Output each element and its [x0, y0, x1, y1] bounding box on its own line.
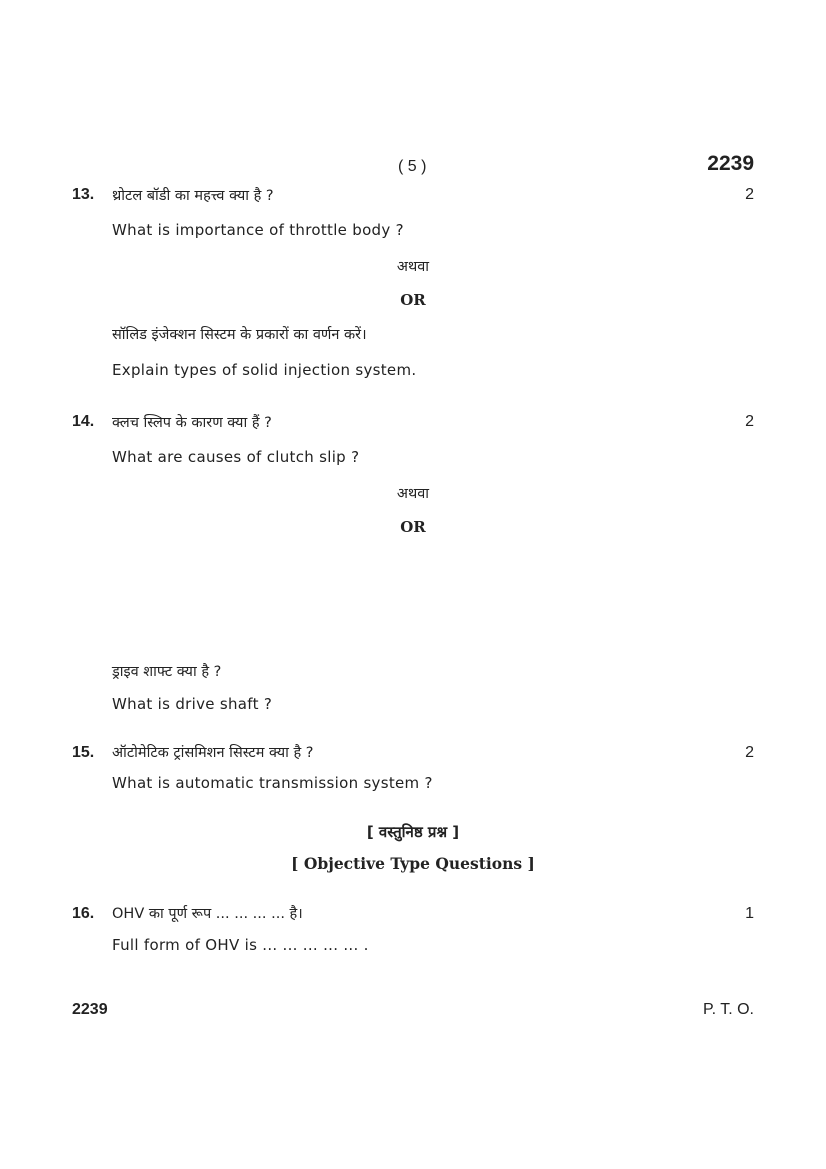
- question-13-hindi: थ्रोटल बॉडी का महत्त्व क्या है ?: [112, 188, 274, 204]
- question-14-or-english: OR: [400, 518, 426, 536]
- question-15-number: 15.: [72, 744, 95, 761]
- pto-label: P. T. O.: [703, 1001, 754, 1018]
- section-heading-english: [ Objective Type Questions ]: [291, 854, 535, 873]
- question-14-number: 14.: [72, 413, 95, 430]
- question-14-or-hindi: अथवा: [396, 486, 430, 502]
- question-14-english: What are causes of clutch slip ?: [112, 448, 360, 466]
- question-15-hindi: ऑटोमेटिक ट्रांसमिशन सिस्टम क्या है ?: [112, 745, 314, 761]
- question-14-marks: 2: [745, 413, 754, 430]
- question-16-number: 16.: [72, 905, 95, 922]
- paper-code-footer: 2239: [72, 1001, 108, 1018]
- question-13-alt-english: Explain types of solid injection system.: [112, 361, 417, 379]
- page-number: ( 5 ): [398, 158, 427, 175]
- question-16-marks: 1: [745, 905, 754, 922]
- paper-code-header: 2239: [707, 152, 754, 175]
- question-14-alt-hindi: ड्राइव शाफ्ट क्या है ?: [112, 664, 222, 680]
- question-14-alt-english: What is drive shaft ?: [112, 695, 273, 713]
- question-13-or-english: OR: [400, 291, 426, 309]
- question-15-marks: 2: [745, 744, 754, 761]
- question-14-hindi: क्लच स्लिप के कारण क्या हैं ?: [112, 415, 272, 431]
- question-13-number: 13.: [72, 186, 95, 203]
- question-13-alt-hindi: सॉलिड इंजेक्शन सिस्टम के प्रकारों का वर्णन करें।: [112, 327, 367, 343]
- question-16-english: Full form of OHV is ... ... ... ... ... .: [112, 936, 369, 954]
- question-13-or-hindi: अथवा: [396, 259, 430, 275]
- question-13-english: What is importance of throttle body ?: [112, 221, 404, 239]
- section-heading-hindi: [ वस्तुनिष्ठ प्रश्न ]: [366, 823, 460, 841]
- question-15-english: What is automatic transmission system ?: [112, 774, 433, 792]
- question-16-hindi: OHV का पूर्ण रूप ... ... ... ... है।: [112, 906, 303, 922]
- question-13-marks: 2: [745, 186, 754, 203]
